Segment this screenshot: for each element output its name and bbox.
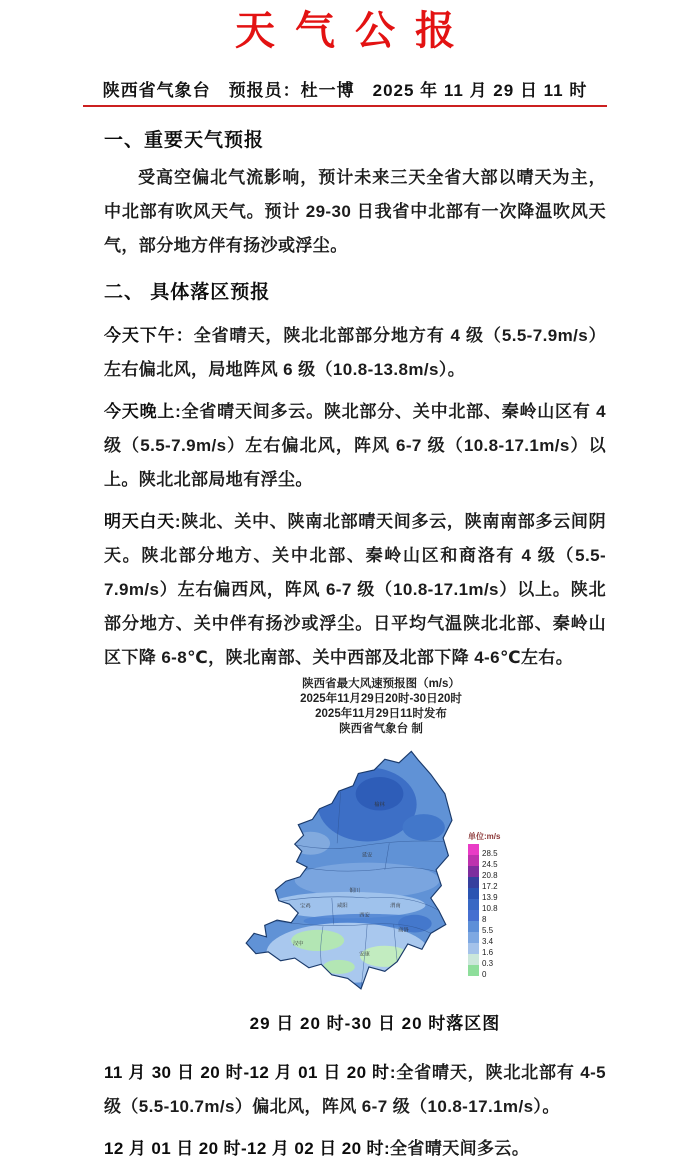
legend-title: 单位:m/s	[468, 832, 501, 841]
paragraph-lead: 11 月 30 日 20 时-12 月 01 日 20 时:	[104, 1063, 396, 1082]
map-title-line: 2025年11月29日20时-30日20时	[300, 693, 462, 705]
section-detail-heading: 二、 具体落区预报	[104, 282, 271, 303]
forecast-tonight	[104, 395, 606, 497]
shaanxi-wind-map	[232, 739, 467, 1004]
paragraph-lead: 今天下午：	[104, 326, 194, 345]
legend-segment: 17.2	[468, 877, 538, 888]
legend-segment: 20.8	[468, 866, 538, 877]
byline: 陕西省气象台 预报员：杜一博 2025 年 11 月 29 日 11 时	[102, 81, 588, 100]
wind-speed-map-figure	[0, 739, 690, 1004]
city-label: 安康	[359, 951, 370, 958]
legend-segment: 10.8	[468, 899, 538, 910]
section-important-heading: 一、重要天气预报	[104, 130, 265, 151]
city-label: 商洛	[398, 927, 409, 934]
paragraph-lead: 12 月 01 日 20 时-12 月 02 日 20 时:	[104, 1139, 391, 1158]
legend-segment: 3.4	[468, 932, 538, 943]
city-label: 铜川	[349, 887, 361, 894]
legend-segment: 0	[468, 965, 538, 976]
red-divider	[83, 105, 607, 107]
legend-segment: 1.6	[468, 943, 538, 954]
map-caption: 29 日 20 时-30 日 20 时落区图	[249, 1014, 501, 1033]
map-title-line: 陕西省最大风速预报图（m/s）	[302, 678, 460, 690]
paragraph-text: 全省晴天，陕北北部部分地方有 4 级（5.5-7.9m/s）左右偏北风，局地阵风 6 级（10.8-13.8m/s）。	[104, 326, 606, 379]
extended-forecast-block	[0, 1056, 690, 1160]
map-title-line: 2025年11月29日11时发布	[315, 708, 447, 720]
city-label: 宝鸡	[300, 903, 311, 910]
paragraph-text: 全省晴天间多云。陕北部分、关中北部、秦岭山区有 4 级（5.5-7.9m/s）左右偏北风，阵风 6-7 级（10.8-17.1m/s）以上。陕北北部局地有浮尘。	[104, 402, 606, 489]
wind-speed-legend	[468, 831, 538, 979]
paragraph-lead: 今天晚上:	[104, 402, 182, 421]
legend-segment: 0.3	[468, 954, 538, 965]
city-label: 汉中	[292, 940, 304, 947]
legend-segment: 24.5	[468, 855, 538, 866]
legend-segment: 5.5	[468, 921, 538, 932]
city-label: 咸阳	[337, 902, 348, 909]
legend-segment: 8	[468, 910, 538, 921]
city-label: 延安	[361, 852, 373, 859]
paragraph-text: 陕北、关中、陕南北部晴天间多云，陕南南部多云间阴天。陕北部分地方、关中北部、秦岭山区和商洛有 4 级（5.5-7.9m/s）左右偏西风，阵风 6-7 级（10.8-17.1m/s）以上。陕北部分地方、关中伴有扬沙或浮尘。日平均气温陕北北部、秦岭山区下降 6-8℃，陕北南部、关中西部及北部下降 4-6℃左右。	[104, 512, 606, 667]
map-title-line: 陕西省气象台 制	[339, 723, 423, 735]
paragraph-lead: 明天白天:	[104, 512, 181, 531]
forecast-this-afternoon	[104, 319, 606, 387]
forecast-tomorrow	[104, 505, 606, 675]
legend-segment: 28.5	[468, 844, 538, 855]
city-label: 渭南	[390, 902, 401, 909]
map-title-block	[36, 677, 690, 737]
city-label: 西安	[359, 912, 370, 919]
paragraph-text: 全省晴天，陕北北部有 4-5 级（5.5-10.7m/s）偏北风，阵风 6-7 级（10.8-17.1m/s）。	[104, 1063, 606, 1116]
forecast-nov30-dec01	[104, 1056, 606, 1124]
legend-scale	[468, 844, 538, 979]
city-label: 榆林	[374, 802, 385, 809]
page-title: 天气公报	[235, 9, 475, 53]
legend-segment: 13.9	[468, 888, 538, 899]
section-important-body: 受高空偏北气流影响，预计未来三天全省大部以晴天为主，中北部有吹风天气。预计 29-30 日我省中北部有一次降温吹风天气，部分地方伴有扬沙或浮尘。	[104, 168, 606, 255]
paragraph-text: 全省晴天间多云。	[390, 1139, 530, 1158]
forecast-dec01-dec02	[104, 1132, 606, 1160]
